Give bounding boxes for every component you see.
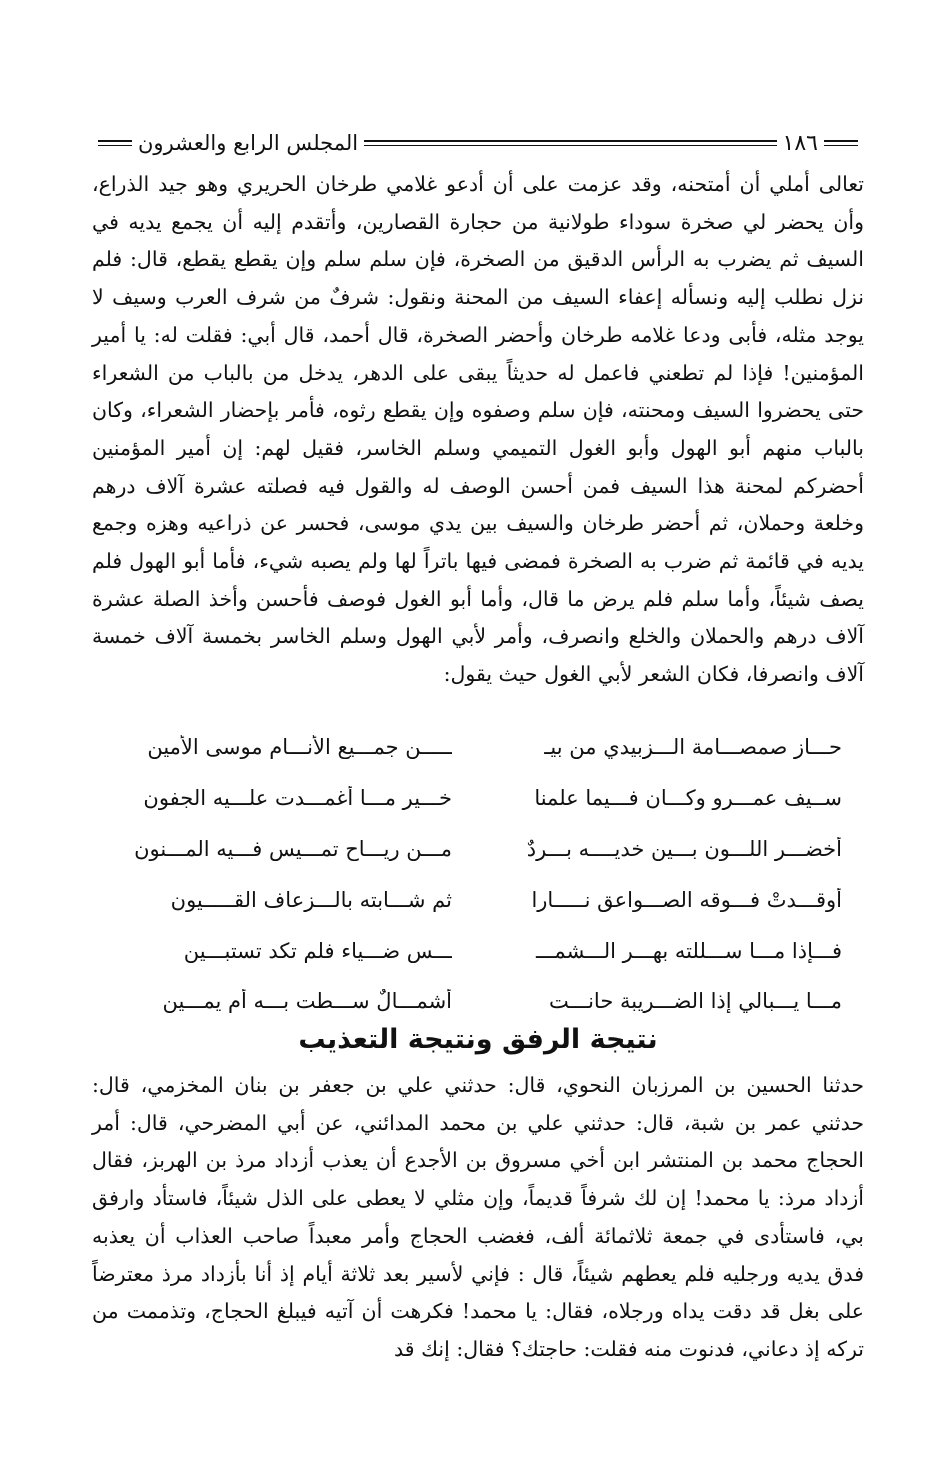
poem-verse bbox=[92, 976, 864, 1027]
verse-first-hemistich: أخضـــر اللـــون بـــين خديــــه بـــردٌ bbox=[526, 836, 842, 861]
poem bbox=[92, 722, 864, 1027]
running-header bbox=[92, 127, 864, 159]
verse-second-hemistich: مـــن ريـــاحٍ تمـــيس فـــيه المـــنون bbox=[134, 836, 452, 861]
verse-second-hemistich: ـــس ضـــياء فلم تكد تستبـــين bbox=[183, 938, 452, 963]
body-text-top: تعالى أملي أن أمتحنه، وقد عزمت على أن أدعو غلامي طرخان الحريري وهو جيد الذراع، وأن يحضر لي صخرة سوداء طولانية من حجارة القصارين، وأتقدم إليه أن يجمع يديه في السيف ثم يضرب به الرأس الدقيق من الصخرة، فإن سلم سلم وإن يقطع يقطع، قال: فلم نزل نطلب إليه ونسأله إعفاء السيف من المحنة ونقول: شرفٌ من شرف العرب وسيف لا يوجد مثله، فأبى ودعا غلامه طرخان وأحضر الصخرة، قال أحمد، قال أبي: فقلت له: يا أمير المؤمنين! فإذا لم تطعني فاعمل له حديثاً يبقى على الدهر، يدخل من بالباب من الشعراء حتى يحضروا السيف ومحنته، فإن سلم وصفوه وإن يقطع رثوه، فأمر بإحضار الشعراء، وكان بالباب منهم أبو الهول وأبو الغول التميمي وسلم الخاسر، فقيل لهم: إن أمير المؤمنين أحضركم لمحنة هذا السيف فمن أحسن الوصف له والقول فيه فصلته عشرة آلاف درهم وخلعة وحملان، ثم أحضر طرخان والسيف بين يدي موسى، فحسر عن ذراعيه وهزه وجمع يديه في قائمة ثم ضرب به الصخرة فمضى فيها باتراً لها ولم يصبه شيء، فأما أبو الهول فلم يصف شيئاً، وأما سلم فلم يرض ما قال، وأما أبو الغول فوصف فأحسن وأخذ الصلة عشرة آلاف درهم والحملان والخلع وانصرف، وأمر لأبي الهول وسلم الخاسر بخمسة آلاف خمسة آلاف وانصرفا، فكان الشعر لأبي الغول حيث يقول: bbox=[92, 172, 864, 687]
verse-second-hemistich: ـــــن جمـــيع الأنـــام موسى الأمين bbox=[147, 735, 452, 760]
header-rule-right bbox=[824, 140, 858, 146]
poem-verse bbox=[92, 824, 864, 875]
verse-first-hemistich: أوقـــدتْ فـــوقه الصـــواعق نـــــارا bbox=[531, 887, 842, 912]
poem-verse bbox=[92, 722, 864, 773]
verse-second-hemistich: خـــير مـــا أغمـــدت علـــيه الجفون bbox=[143, 786, 452, 811]
verse-first-hemistich: فـــإذا مـــا ســـللته بهـــر الـــشمـــ bbox=[535, 938, 842, 963]
chapter-title: المجلس الرابع والعشرون bbox=[138, 131, 359, 155]
verse-first-hemistich: حـــاز صمصـــامة الـــزبيدي من بيـ bbox=[544, 735, 842, 760]
verse-first-hemistich: مـــا يـــبالي إذا الضـــريبة حانـــت bbox=[549, 989, 842, 1014]
poem-verse bbox=[92, 925, 864, 976]
verse-second-hemistich: أشمـــالٌ ســـطت بـــه أم يمـــين bbox=[162, 989, 452, 1014]
body-text-bottom: حدثنا الحسين بن المرزبان النحوي، قال: حدثني علي بن جعفر بن بنان المخزمي، قال: حدثني عمر بن شبة، قال: حدثني علي بن محمد المدائني، عن أبي المضرحي، قال: أمر الحجاج محمد بن المنتشر ابن أخي مسروق بن الأجدع أن يعذب أزداد مرذ بن الهربز، فقال أزداد مرذ: يا محمد! إن لك شرفاً قديماً، وإن مثلي لا يعطى على الذل شيئاً، فاستأد وارفق بي، فاستأدى في جمعة ثلاثمائة ألف، فغضب الحجاج وأمر معبداً صاحب العذاب أن يعذبه فدق يديه ورجليه فلم يعطهم شيئاً، قال : فإني لأسير بعد ثلاثة أيام إذ أنا بأزداد مرذ معترضاً على بغل قد دقت يداه ورجلاه، فقال: يا محمد! فكرهت أن آتيه فيبلغ الحجاج، وتذممت من تركه إذ دعاني، فدنوت منه فقلت: حاجتك؟ فقال: إنك قد bbox=[92, 1073, 864, 1361]
header-rule-middle bbox=[364, 140, 776, 146]
verse-second-hemistich: ثم شـــابته بالـــزعاف القـــــيون bbox=[170, 887, 452, 912]
verse-first-hemistich: ســيف عمـــرو وكـــان فـــيما علمنا bbox=[534, 786, 842, 811]
poem-verse bbox=[92, 874, 864, 925]
poem-verse bbox=[92, 773, 864, 824]
header-rule-left bbox=[98, 140, 132, 146]
page-number: ١٨٦ bbox=[782, 130, 818, 156]
section-heading: نتيجة الرفق ونتيجة التعذيب bbox=[298, 1024, 658, 1055]
